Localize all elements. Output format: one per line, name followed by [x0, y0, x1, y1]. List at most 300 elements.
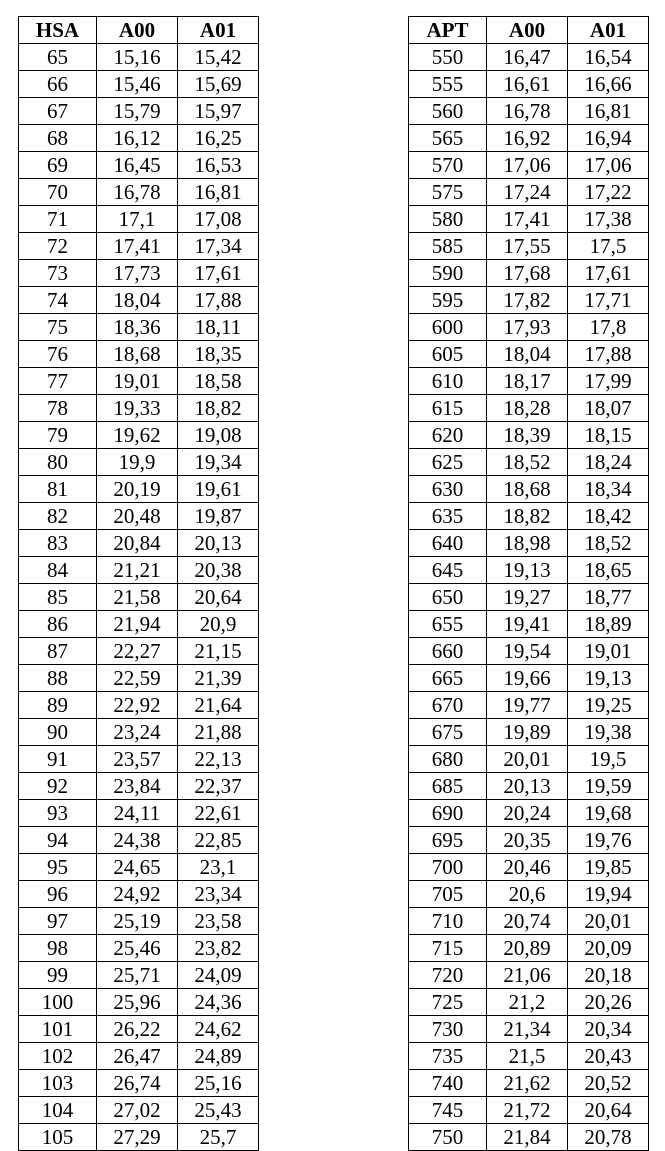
table-cell: 24,36: [178, 989, 259, 1016]
table-cell: 21,15: [178, 638, 259, 665]
table-row: [19, 287, 259, 314]
table-cell: 77: [19, 368, 97, 395]
table-cell: 21,21: [97, 557, 178, 584]
table-cell: 74: [19, 287, 97, 314]
table-cell: 17,88: [178, 287, 259, 314]
table-cell: 16,81: [568, 98, 649, 125]
table-cell: 610: [409, 368, 487, 395]
table-cell: 20,6: [487, 881, 568, 908]
table-cell: 550: [409, 44, 487, 71]
table-row: [409, 179, 649, 206]
table-row: [19, 125, 259, 152]
table-cell: 19,33: [97, 395, 178, 422]
table-cell: 680: [409, 746, 487, 773]
table-cell: 17,8: [568, 314, 649, 341]
table-cell: 92: [19, 773, 97, 800]
table-cell: 17,61: [178, 260, 259, 287]
table-cell: 22,13: [178, 746, 259, 773]
table-row: [19, 152, 259, 179]
table-cell: 690: [409, 800, 487, 827]
table-cell: 645: [409, 557, 487, 584]
table-cell: 17,88: [568, 341, 649, 368]
table-cell: 23,57: [97, 746, 178, 773]
table-cell: 20,35: [487, 827, 568, 854]
table-cell: 650: [409, 584, 487, 611]
table-row: [19, 314, 259, 341]
table-row: [19, 98, 259, 125]
table-row: [19, 935, 259, 962]
table-cell: 19,59: [568, 773, 649, 800]
table-cell: 16,81: [178, 179, 259, 206]
table-row: [409, 854, 649, 881]
table-cell: 18,04: [97, 287, 178, 314]
table-cell: 98: [19, 935, 97, 962]
table-cell: 25,71: [97, 962, 178, 989]
table-row: [19, 476, 259, 503]
table-cell: 16,61: [487, 71, 568, 98]
table-cell: 19,9: [97, 449, 178, 476]
table-cell: 88: [19, 665, 97, 692]
table-cell: 18,17: [487, 368, 568, 395]
table-cell: 89: [19, 692, 97, 719]
table-cell: 18,77: [568, 584, 649, 611]
table-cell: 18,07: [568, 395, 649, 422]
table-cell: 20,18: [568, 962, 649, 989]
table-row: [19, 692, 259, 719]
table-cell: 17,99: [568, 368, 649, 395]
apt-conversion-table: [408, 16, 649, 1151]
table-cell: 19,38: [568, 719, 649, 746]
table-cell: 20,9: [178, 611, 259, 638]
table-cell: 24,09: [178, 962, 259, 989]
table-cell: 16,12: [97, 125, 178, 152]
table-cell: 79: [19, 422, 97, 449]
table-cell: 18,98: [487, 530, 568, 557]
table-cell: 76: [19, 341, 97, 368]
table-cell: 17,38: [568, 206, 649, 233]
table-cell: 21,34: [487, 1016, 568, 1043]
table-cell: 16,53: [178, 152, 259, 179]
table-cell: 19,77: [487, 692, 568, 719]
table-cell: 18,65: [568, 557, 649, 584]
table-cell: 22,27: [97, 638, 178, 665]
table-cell: 725: [409, 989, 487, 1016]
table-row: [409, 827, 649, 854]
table-cell: 565: [409, 125, 487, 152]
table-cell: 24,92: [97, 881, 178, 908]
table-row: [409, 530, 649, 557]
table-cell: 23,58: [178, 908, 259, 935]
table-cell: 655: [409, 611, 487, 638]
table-row: [19, 773, 259, 800]
table-row: [19, 1043, 259, 1070]
table-row: [409, 557, 649, 584]
table-cell: 91: [19, 746, 97, 773]
table-cell: 17,68: [487, 260, 568, 287]
table-cell: 710: [409, 908, 487, 935]
table-cell: 24,11: [97, 800, 178, 827]
table-cell: 17,5: [568, 233, 649, 260]
table-cell: 15,42: [178, 44, 259, 71]
table-cell: 20,09: [568, 935, 649, 962]
table-cell: 22,61: [178, 800, 259, 827]
table-cell: 18,58: [178, 368, 259, 395]
table-cell: 18,35: [178, 341, 259, 368]
table-cell: 18,82: [178, 395, 259, 422]
table-row: [19, 665, 259, 692]
table-row: [19, 206, 259, 233]
table-cell: 15,79: [97, 98, 178, 125]
table-cell: 575: [409, 179, 487, 206]
table-row: [409, 584, 649, 611]
table-cell: 101: [19, 1016, 97, 1043]
table-cell: 555: [409, 71, 487, 98]
table-row: [409, 260, 649, 287]
table-cell: 19,08: [178, 422, 259, 449]
table-row: [409, 503, 649, 530]
table-cell: 20,13: [178, 530, 259, 557]
table-cell: 22,85: [178, 827, 259, 854]
table-cell: 27,02: [97, 1097, 178, 1124]
table-cell: 16,66: [568, 71, 649, 98]
table-cell: 17,41: [97, 233, 178, 260]
table-cell: 18,68: [97, 341, 178, 368]
hsa-conversion-table: [18, 16, 259, 1151]
table-cell: 20,52: [568, 1070, 649, 1097]
table-cell: 87: [19, 638, 97, 665]
table-cell: 19,61: [178, 476, 259, 503]
table-cell: 21,72: [487, 1097, 568, 1124]
table-cell: 18,39: [487, 422, 568, 449]
table-cell: 18,82: [487, 503, 568, 530]
header-row: [409, 17, 649, 44]
table-cell: 21,64: [178, 692, 259, 719]
table-row: [19, 827, 259, 854]
table-cell: 24,89: [178, 1043, 259, 1070]
table-cell: 620: [409, 422, 487, 449]
table-cell: 19,68: [568, 800, 649, 827]
table-row: [409, 152, 649, 179]
table-cell: 19,76: [568, 827, 649, 854]
table-row: [19, 611, 259, 638]
table-cell: 18,15: [568, 422, 649, 449]
table-cell: 18,04: [487, 341, 568, 368]
table-row: [19, 908, 259, 935]
table-cell: 17,82: [487, 287, 568, 314]
table-cell: 17,1: [97, 206, 178, 233]
table-cell: 745: [409, 1097, 487, 1124]
table-row: [19, 962, 259, 989]
table-cell: 750: [409, 1124, 487, 1151]
table-cell: 570: [409, 152, 487, 179]
table-cell: 19,01: [568, 638, 649, 665]
table-cell: 84: [19, 557, 97, 584]
table-cell: 18,89: [568, 611, 649, 638]
table-row: [19, 44, 259, 71]
table-row: [409, 1097, 649, 1124]
table-cell: 18,28: [487, 395, 568, 422]
table-cell: 25,7: [178, 1124, 259, 1151]
table-cell: 20,78: [568, 1124, 649, 1151]
table-cell: 21,88: [178, 719, 259, 746]
table-cell: 20,89: [487, 935, 568, 962]
table-cell: 19,13: [487, 557, 568, 584]
table-row: [409, 989, 649, 1016]
column-header: A01: [178, 17, 259, 44]
table-cell: 635: [409, 503, 487, 530]
table-cell: 19,13: [568, 665, 649, 692]
table-cell: 69: [19, 152, 97, 179]
table-cell: 740: [409, 1070, 487, 1097]
table-cell: 19,41: [487, 611, 568, 638]
table-cell: 20,64: [568, 1097, 649, 1124]
table-cell: 18,52: [487, 449, 568, 476]
table-cell: 78: [19, 395, 97, 422]
table-cell: 86: [19, 611, 97, 638]
table-cell: 25,16: [178, 1070, 259, 1097]
table-cell: 20,46: [487, 854, 568, 881]
table-row: [19, 422, 259, 449]
table-cell: 16,47: [487, 44, 568, 71]
table-cell: 15,46: [97, 71, 178, 98]
table-cell: 19,5: [568, 746, 649, 773]
table-cell: 71: [19, 206, 97, 233]
table-cell: 99: [19, 962, 97, 989]
table-row: [409, 1124, 649, 1151]
table-cell: 15,97: [178, 98, 259, 125]
table-cell: 97: [19, 908, 97, 935]
table-cell: 19,34: [178, 449, 259, 476]
table-cell: 600: [409, 314, 487, 341]
table-cell: 730: [409, 1016, 487, 1043]
table-cell: 630: [409, 476, 487, 503]
table-cell: 20,26: [568, 989, 649, 1016]
table-row: [409, 692, 649, 719]
table-cell: 103: [19, 1070, 97, 1097]
table-row: [409, 773, 649, 800]
table-cell: 68: [19, 125, 97, 152]
table-cell: 83: [19, 530, 97, 557]
table-row: [19, 854, 259, 881]
table-cell: 16,94: [568, 125, 649, 152]
table-row: [409, 908, 649, 935]
table-cell: 585: [409, 233, 487, 260]
table-cell: 17,93: [487, 314, 568, 341]
table-cell: 27,29: [97, 1124, 178, 1151]
table-row: [19, 530, 259, 557]
table-row: [409, 881, 649, 908]
table-row: [19, 881, 259, 908]
table-cell: 23,84: [97, 773, 178, 800]
table-row: [409, 314, 649, 341]
table-row: [409, 233, 649, 260]
table-cell: 21,2: [487, 989, 568, 1016]
table-row: [409, 800, 649, 827]
table-cell: 17,08: [178, 206, 259, 233]
table-row: [19, 368, 259, 395]
table-cell: 72: [19, 233, 97, 260]
table-cell: 23,24: [97, 719, 178, 746]
header-row: [19, 17, 259, 44]
table-row: [409, 935, 649, 962]
table-cell: 735: [409, 1043, 487, 1070]
table-row: [409, 125, 649, 152]
table-cell: 19,66: [487, 665, 568, 692]
table-cell: 20,48: [97, 503, 178, 530]
table-cell: 80: [19, 449, 97, 476]
table-row: [409, 611, 649, 638]
table-cell: 85: [19, 584, 97, 611]
table-cell: 19,94: [568, 881, 649, 908]
table-row: [19, 341, 259, 368]
table-cell: 20,74: [487, 908, 568, 935]
table-cell: 25,19: [97, 908, 178, 935]
table-row: [19, 260, 259, 287]
table-body: [409, 44, 649, 1151]
table-cell: 18,34: [568, 476, 649, 503]
table-row: [409, 449, 649, 476]
table-cell: 685: [409, 773, 487, 800]
table-row: [19, 503, 259, 530]
table-row: [409, 368, 649, 395]
table-row: [409, 1070, 649, 1097]
table-cell: 17,41: [487, 206, 568, 233]
table-cell: 18,68: [487, 476, 568, 503]
table-row: [19, 395, 259, 422]
table-cell: 21,94: [97, 611, 178, 638]
table-row: [409, 71, 649, 98]
table-row: [409, 665, 649, 692]
column-header: A00: [487, 17, 568, 44]
table-cell: 580: [409, 206, 487, 233]
table-cell: 21,84: [487, 1124, 568, 1151]
table-row: [409, 746, 649, 773]
table-row: [409, 1016, 649, 1043]
table-cell: 19,54: [487, 638, 568, 665]
table-cell: 20,38: [178, 557, 259, 584]
table-cell: 67: [19, 98, 97, 125]
table-row: [409, 1043, 649, 1070]
table-cell: 17,22: [568, 179, 649, 206]
table-cell: 26,74: [97, 1070, 178, 1097]
table-cell: 21,39: [178, 665, 259, 692]
table-row: [19, 179, 259, 206]
table-cell: 90: [19, 719, 97, 746]
table-cell: 104: [19, 1097, 97, 1124]
column-header: HSA: [19, 17, 97, 44]
table-cell: 25,46: [97, 935, 178, 962]
table-cell: 95: [19, 854, 97, 881]
table-cell: 20,34: [568, 1016, 649, 1043]
table-cell: 16,92: [487, 125, 568, 152]
table-cell: 605: [409, 341, 487, 368]
table-row: [409, 476, 649, 503]
table-cell: 19,89: [487, 719, 568, 746]
table-row: [409, 395, 649, 422]
table-cell: 20,01: [487, 746, 568, 773]
table-cell: 81: [19, 476, 97, 503]
table-cell: 24,62: [178, 1016, 259, 1043]
table-cell: 15,69: [178, 71, 259, 98]
table-cell: 22,59: [97, 665, 178, 692]
table-cell: 20,13: [487, 773, 568, 800]
table-cell: 19,27: [487, 584, 568, 611]
column-header: A00: [97, 17, 178, 44]
table-cell: 25,43: [178, 1097, 259, 1124]
table-cell: 640: [409, 530, 487, 557]
table-cell: 23,34: [178, 881, 259, 908]
table-row: [19, 1016, 259, 1043]
table-cell: 23,82: [178, 935, 259, 962]
table-row: [409, 638, 649, 665]
table-row: [19, 1124, 259, 1151]
table-cell: 18,42: [568, 503, 649, 530]
table-row: [19, 584, 259, 611]
table-cell: 18,11: [178, 314, 259, 341]
table-cell: 70: [19, 179, 97, 206]
table-cell: 19,87: [178, 503, 259, 530]
table-cell: 100: [19, 989, 97, 1016]
table-cell: 615: [409, 395, 487, 422]
table-cell: 17,06: [487, 152, 568, 179]
table-cell: 16,54: [568, 44, 649, 71]
table-row: [19, 233, 259, 260]
table-cell: 20,84: [97, 530, 178, 557]
table-row: [19, 989, 259, 1016]
table-cell: 695: [409, 827, 487, 854]
table-cell: 20,64: [178, 584, 259, 611]
table-row: [19, 746, 259, 773]
table-cell: 20,43: [568, 1043, 649, 1070]
table-cell: 17,61: [568, 260, 649, 287]
table-cell: 17,06: [568, 152, 649, 179]
table-cell: 23,1: [178, 854, 259, 881]
table-cell: 21,5: [487, 1043, 568, 1070]
table-cell: 17,55: [487, 233, 568, 260]
table-cell: 560: [409, 98, 487, 125]
table-cell: 700: [409, 854, 487, 881]
table-cell: 22,92: [97, 692, 178, 719]
table-cell: 24,65: [97, 854, 178, 881]
table-row: [19, 449, 259, 476]
table-row: [409, 962, 649, 989]
table-cell: 19,62: [97, 422, 178, 449]
table-cell: 16,78: [97, 179, 178, 206]
table-cell: 675: [409, 719, 487, 746]
table-cell: 24,38: [97, 827, 178, 854]
table-row: [409, 98, 649, 125]
table-cell: 82: [19, 503, 97, 530]
table-cell: 96: [19, 881, 97, 908]
table-row: [409, 206, 649, 233]
table-cell: 660: [409, 638, 487, 665]
column-header: APT: [409, 17, 487, 44]
table-row: [409, 341, 649, 368]
table-cell: 19,25: [568, 692, 649, 719]
table-row: [19, 800, 259, 827]
table-cell: 595: [409, 287, 487, 314]
table-cell: 26,47: [97, 1043, 178, 1070]
table-body: [19, 44, 259, 1151]
table-cell: 19,01: [97, 368, 178, 395]
table-row: [19, 71, 259, 98]
table-cell: 65: [19, 44, 97, 71]
table-cell: 105: [19, 1124, 97, 1151]
table-cell: 720: [409, 962, 487, 989]
table-cell: 670: [409, 692, 487, 719]
table-cell: 18,52: [568, 530, 649, 557]
table-row: [409, 287, 649, 314]
